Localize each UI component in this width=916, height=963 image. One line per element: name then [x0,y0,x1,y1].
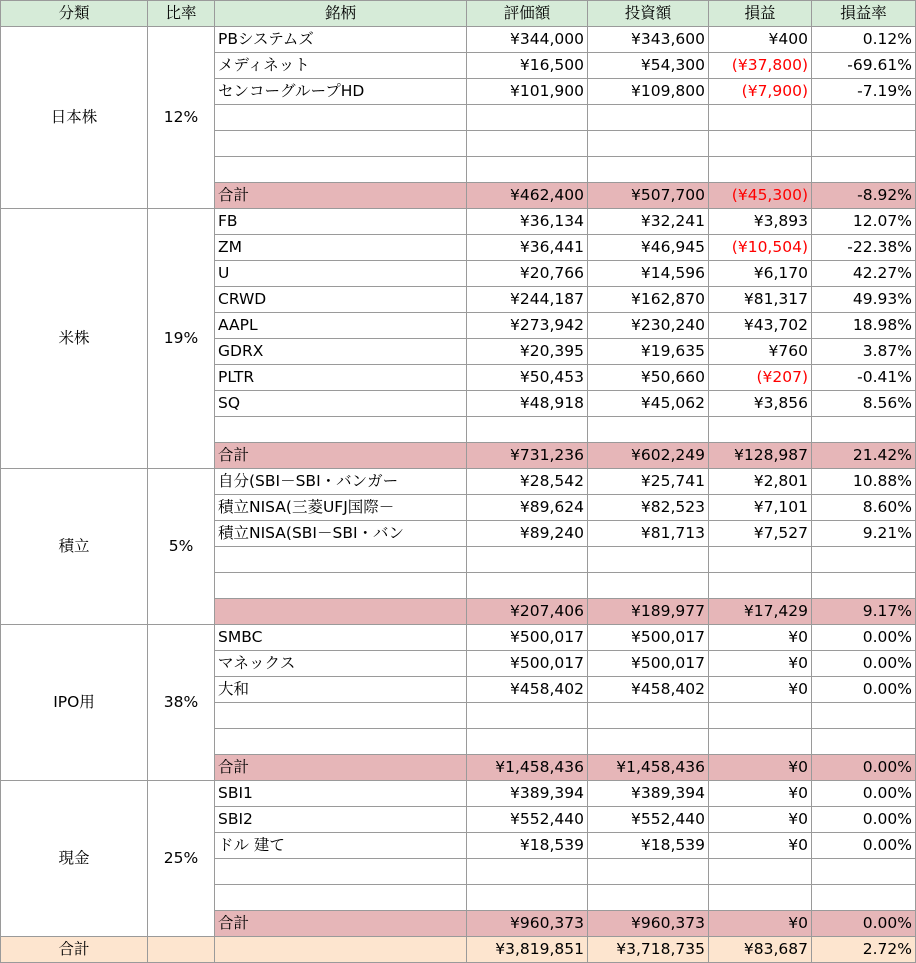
subtotal-value: ¥731,236 [467,443,588,469]
empty-cell [215,157,467,183]
holding-invested: ¥18,539 [588,833,709,859]
subtotal-value: ¥960,373 [467,911,588,937]
subtotal-invested: ¥189,977 [588,599,709,625]
empty-cell [709,131,812,157]
holding-invested: ¥45,062 [588,391,709,417]
holding-value: ¥273,942 [467,313,588,339]
header-pl-rate: 損益率 [812,1,916,27]
holding-invested: ¥500,017 [588,625,709,651]
subtotal-invested: ¥602,249 [588,443,709,469]
holding-invested: ¥19,635 [588,339,709,365]
holding-pl-rate: 12.07% [812,209,916,235]
empty-cell [588,105,709,131]
holding-value: ¥36,134 [467,209,588,235]
subtotal-pl-rate: 9.17% [812,599,916,625]
holding-value: ¥344,000 [467,27,588,53]
empty-cell [588,573,709,599]
subtotal-pl: (¥45,300) [709,183,812,209]
holding-invested: ¥82,523 [588,495,709,521]
holding-name: 積立NISA(三菱UFJ国際－ [215,495,467,521]
grand-total-pl: ¥83,687 [709,937,812,963]
holding-pl: ¥43,702 [709,313,812,339]
holding-invested: ¥389,394 [588,781,709,807]
subtotal-invested: ¥960,373 [588,911,709,937]
holding-invested: ¥32,241 [588,209,709,235]
empty-cell [812,547,916,573]
holding-name: マネックス [215,651,467,677]
subtotal-label [215,599,467,625]
holding-value: ¥48,918 [467,391,588,417]
empty-cell [467,105,588,131]
empty-cell [588,859,709,885]
table-body [1,27,916,937]
holding-value: ¥89,624 [467,495,588,521]
header-value: 評価額 [467,1,588,27]
holding-invested: ¥109,800 [588,79,709,105]
empty-cell [467,729,588,755]
holding-pl: ¥81,317 [709,287,812,313]
empty-cell [467,131,588,157]
holding-row [1,625,916,651]
holding-invested: ¥230,240 [588,313,709,339]
empty-cell [588,417,709,443]
empty-cell [812,729,916,755]
subtotal-pl-rate: 21.42% [812,443,916,469]
category-label: 日本株 [1,27,148,209]
holding-pl: ¥760 [709,339,812,365]
holding-row [1,27,916,53]
empty-cell [588,131,709,157]
empty-cell [467,859,588,885]
holding-name: 積立NISA(SBI－SBI・バン [215,521,467,547]
empty-cell [215,859,467,885]
allocation-ratio: 5% [148,469,215,625]
holding-pl-rate: 0.00% [812,807,916,833]
holding-invested: ¥458,402 [588,677,709,703]
holding-pl-rate: 18.98% [812,313,916,339]
header-row [1,1,916,27]
holding-pl-rate: 8.60% [812,495,916,521]
holding-invested: ¥500,017 [588,651,709,677]
subtotal-value: ¥462,400 [467,183,588,209]
subtotal-invested: ¥507,700 [588,183,709,209]
subtotal-pl: ¥0 [709,911,812,937]
empty-cell [709,859,812,885]
holding-pl-rate: 0.00% [812,651,916,677]
holding-value: ¥16,500 [467,53,588,79]
holding-value: ¥20,395 [467,339,588,365]
subtotal-pl-rate: -8.92% [812,183,916,209]
subtotal-pl: ¥0 [709,755,812,781]
category-label: 積立 [1,469,148,625]
holding-pl: (¥10,504) [709,235,812,261]
holding-invested: ¥162,870 [588,287,709,313]
holding-row [1,469,916,495]
holding-pl: ¥2,801 [709,469,812,495]
holding-name: FB [215,209,467,235]
holding-name: GDRX [215,339,467,365]
holding-value: ¥552,440 [467,807,588,833]
holding-pl-rate: 10.88% [812,469,916,495]
empty-cell [467,547,588,573]
holding-pl-rate: 8.56% [812,391,916,417]
subtotal-pl-rate: 0.00% [812,911,916,937]
holding-value: ¥18,539 [467,833,588,859]
holding-invested: ¥25,741 [588,469,709,495]
empty-cell [812,885,916,911]
empty-cell [812,573,916,599]
subtotal-label: 合計 [215,183,467,209]
holding-pl-rate: 0.00% [812,833,916,859]
holding-name: SQ [215,391,467,417]
empty-cell [215,703,467,729]
holding-invested: ¥552,440 [588,807,709,833]
holding-name: センコーグループHD [215,79,467,105]
holding-pl: ¥0 [709,781,812,807]
holding-pl: ¥0 [709,677,812,703]
subtotal-label: 合計 [215,443,467,469]
empty-cell [588,547,709,573]
holding-value: ¥500,017 [467,625,588,651]
empty-cell [588,157,709,183]
grand-total-rate: 2.72% [812,937,916,963]
empty-cell [812,157,916,183]
subtotal-pl: ¥17,429 [709,599,812,625]
subtotal-pl: ¥128,987 [709,443,812,469]
holding-invested: ¥50,660 [588,365,709,391]
holding-pl-rate: -69.61% [812,53,916,79]
category-label: 米株 [1,209,148,469]
holding-invested: ¥14,596 [588,261,709,287]
subtotal-label: 合計 [215,755,467,781]
holding-value: ¥458,402 [467,677,588,703]
holding-value: ¥50,453 [467,365,588,391]
empty-cell [467,885,588,911]
holding-pl: ¥6,170 [709,261,812,287]
empty-cell [709,729,812,755]
empty-cell [215,131,467,157]
allocation-ratio: 25% [148,781,215,937]
holding-pl: ¥0 [709,651,812,677]
holding-value: ¥20,766 [467,261,588,287]
holding-pl-rate: -0.41% [812,365,916,391]
holding-pl: ¥0 [709,807,812,833]
holding-pl: (¥7,900) [709,79,812,105]
subtotal-value: ¥1,458,436 [467,755,588,781]
holding-name: 大和 [215,677,467,703]
subtotal-invested: ¥1,458,436 [588,755,709,781]
empty-cell [709,885,812,911]
holding-name: SMBC [215,625,467,651]
empty-cell [215,105,467,131]
empty-cell [709,105,812,131]
holding-invested: ¥54,300 [588,53,709,79]
holding-value: ¥244,187 [467,287,588,313]
empty-cell [709,157,812,183]
header-ratio: 比率 [148,1,215,27]
grand-total-name-cell [215,937,467,963]
holding-name: AAPL [215,313,467,339]
holding-value: ¥101,900 [467,79,588,105]
holding-value: ¥389,394 [467,781,588,807]
holding-value: ¥89,240 [467,521,588,547]
grand-total-value: ¥3,819,851 [467,937,588,963]
holding-pl-rate: 0.00% [812,781,916,807]
empty-cell [215,729,467,755]
empty-cell [467,157,588,183]
empty-cell [588,729,709,755]
holding-name: CRWD [215,287,467,313]
holding-pl-rate: 3.87% [812,339,916,365]
empty-cell [467,573,588,599]
holding-name: SBI1 [215,781,467,807]
subtotal-pl-rate: 0.00% [812,755,916,781]
allocation-ratio: 19% [148,209,215,469]
holding-pl-rate: 42.27% [812,261,916,287]
holding-name: PBシステムズ [215,27,467,53]
holding-pl-rate: 49.93% [812,287,916,313]
grand-total-row [1,937,916,963]
empty-cell [812,105,916,131]
allocation-ratio: 38% [148,625,215,781]
holding-name: ドル 建て [215,833,467,859]
holding-pl: ¥0 [709,625,812,651]
holding-pl-rate: 9.21% [812,521,916,547]
holding-row [1,781,916,807]
holding-pl-rate: -7.19% [812,79,916,105]
holding-name: メディネット [215,53,467,79]
holding-row [1,209,916,235]
holding-pl-rate: 0.00% [812,677,916,703]
header-category: 分類 [1,1,148,27]
grand-total-invested: ¥3,718,735 [588,937,709,963]
holding-pl-rate: 0.12% [812,27,916,53]
holding-pl: ¥3,893 [709,209,812,235]
empty-cell [467,703,588,729]
grand-total-ratio-cell [148,937,215,963]
subtotal-label: 合計 [215,911,467,937]
holding-value: ¥500,017 [467,651,588,677]
holding-pl: ¥7,101 [709,495,812,521]
holding-invested: ¥81,713 [588,521,709,547]
holding-pl: (¥37,800) [709,53,812,79]
empty-cell [812,417,916,443]
empty-cell [215,885,467,911]
empty-cell [812,703,916,729]
holding-name: 自分(SBI－SBI・バンガー [215,469,467,495]
empty-cell [467,417,588,443]
empty-cell [215,547,467,573]
empty-cell [588,703,709,729]
holding-invested: ¥46,945 [588,235,709,261]
empty-cell [215,417,467,443]
category-label: 現金 [1,781,148,937]
holding-pl: ¥3,856 [709,391,812,417]
holding-pl: (¥207) [709,365,812,391]
holding-value: ¥36,441 [467,235,588,261]
holding-invested: ¥343,600 [588,27,709,53]
holding-name: ZM [215,235,467,261]
category-label: IPO用 [1,625,148,781]
empty-cell [709,573,812,599]
empty-cell [812,859,916,885]
holding-name: PLTR [215,365,467,391]
allocation-ratio: 12% [148,27,215,209]
empty-cell [709,417,812,443]
empty-cell [812,131,916,157]
holding-value: ¥28,542 [467,469,588,495]
holding-pl-rate: 0.00% [812,625,916,651]
empty-cell [588,885,709,911]
holding-pl: ¥7,527 [709,521,812,547]
header-invested: 投資額 [588,1,709,27]
header-pl: 損益 [709,1,812,27]
holding-pl: ¥0 [709,833,812,859]
header-name: 銘柄 [215,1,467,27]
empty-cell [215,573,467,599]
empty-cell [709,547,812,573]
holding-pl: ¥400 [709,27,812,53]
subtotal-value: ¥207,406 [467,599,588,625]
holding-name: SBI2 [215,807,467,833]
empty-cell [709,703,812,729]
holding-pl-rate: -22.38% [812,235,916,261]
holding-name: U [215,261,467,287]
grand-total-label: 合計 [1,937,148,963]
